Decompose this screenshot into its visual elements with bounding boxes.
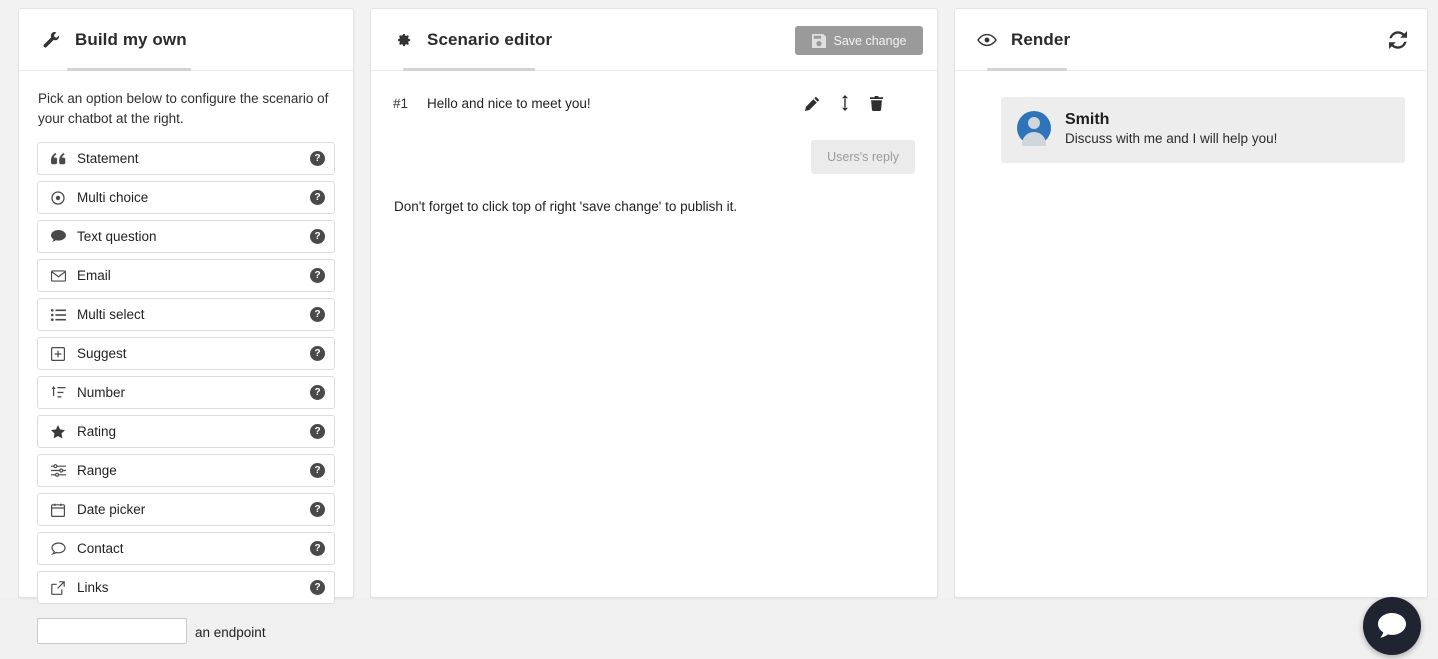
build-my-own-panel — [18, 8, 354, 640]
render-header — [955, 9, 1427, 71]
wrench-icon — [41, 30, 61, 50]
render-panel — [954, 8, 1428, 598]
option-statement[interactable] — [37, 142, 335, 175]
sliders-icon — [49, 463, 67, 479]
option-label: Number — [77, 385, 126, 401]
chat-icon[interactable] — [1363, 597, 1421, 655]
help-icon[interactable]: ? — [310, 385, 325, 400]
option-label: Date picker — [77, 502, 146, 518]
option-label: Email — [77, 268, 111, 284]
build-my-own-header — [19, 9, 353, 71]
scenario-editor-title: Scenario editor — [427, 29, 553, 49]
option-text-question[interactable] — [37, 220, 335, 253]
avatar — [1017, 111, 1051, 145]
chat-bubble-icon — [49, 229, 67, 245]
option-email[interactable] — [37, 259, 335, 292]
option-date-picker[interactable] — [37, 493, 335, 526]
gear-icon — [393, 30, 413, 50]
option-label: Multi select — [77, 307, 145, 323]
pencil-icon[interactable] — [805, 96, 820, 111]
floppy-disk-icon — [812, 34, 826, 48]
help-icon[interactable]: ? — [310, 229, 325, 244]
chat-message-bubble — [1001, 97, 1405, 163]
users-reply-button[interactable]: Users's reply — [811, 140, 915, 174]
option-label: Rating — [77, 424, 117, 440]
help-icon[interactable]: ? — [310, 580, 325, 595]
build-my-own-title: Build my own — [75, 29, 187, 49]
external-link-icon — [49, 580, 67, 596]
radio-circle-icon — [49, 190, 67, 206]
help-icon[interactable]: ? — [310, 190, 325, 205]
option-range[interactable] — [37, 454, 335, 487]
active-tab-underline — [67, 68, 191, 71]
message-text: Discuss with me and I will help you! — [1065, 131, 1278, 146]
message-sender-name: Smith — [1065, 111, 1110, 128]
save-change-label: Save change — [833, 33, 907, 48]
help-icon[interactable]: ? — [310, 307, 325, 322]
option-number[interactable] — [37, 376, 335, 409]
option-links[interactable] — [37, 571, 335, 604]
option-multi-select[interactable] — [37, 298, 335, 331]
help-icon[interactable]: ? — [310, 502, 325, 517]
save-change-button[interactable] — [795, 26, 923, 55]
option-label: Multi choice — [77, 190, 149, 206]
move-vertical-icon[interactable] — [840, 95, 850, 111]
endpoint-row — [37, 618, 335, 648]
option-rating[interactable] — [37, 415, 335, 448]
grid-plus-icon — [49, 346, 67, 362]
configure-hint: Pick an option below to configure the scenario of your chatbot at the right. — [38, 91, 329, 126]
help-icon[interactable]: ? — [310, 541, 325, 556]
refresh-icon[interactable] — [1389, 31, 1407, 49]
option-label: Range — [77, 463, 117, 479]
help-icon[interactable]: ? — [310, 151, 325, 166]
option-label: Statement — [77, 151, 139, 167]
eye-icon — [977, 30, 997, 50]
help-icon[interactable]: ? — [310, 463, 325, 478]
scenario-step-row[interactable] — [393, 91, 915, 115]
comment-icon — [49, 541, 67, 557]
option-list — [37, 142, 335, 604]
option-contact[interactable] — [37, 532, 335, 565]
endpoint-input[interactable] — [37, 618, 187, 644]
publish-note: Don't forget to click top of right 'save change' to publish it. — [394, 199, 738, 214]
build-my-own-body — [19, 71, 353, 648]
option-label: Links — [77, 580, 109, 596]
help-icon[interactable]: ? — [310, 424, 325, 439]
render-title: Render — [1011, 29, 1071, 49]
star-icon — [49, 424, 67, 440]
scenario-editor-panel — [370, 8, 938, 598]
scenario-editor-body — [371, 71, 937, 214]
step-actions — [805, 95, 915, 111]
help-icon[interactable]: ? — [310, 346, 325, 361]
option-label: Contact — [77, 541, 124, 557]
step-text: Hello and nice to meet you! — [427, 95, 591, 111]
envelope-icon — [49, 268, 67, 284]
calendar-icon — [49, 502, 67, 518]
render-body — [955, 71, 1427, 659]
list-icon — [49, 307, 67, 323]
sort-numeric-icon — [49, 385, 67, 401]
step-number: #1 — [393, 95, 409, 111]
help-icon[interactable]: ? — [310, 268, 325, 283]
quote-icon — [49, 151, 67, 167]
scenario-editor-header — [371, 9, 937, 71]
option-label: Text question — [77, 229, 157, 245]
option-suggest[interactable] — [37, 337, 335, 370]
option-multi-choice[interactable] — [37, 181, 335, 214]
trash-icon[interactable] — [870, 96, 883, 111]
option-label: Suggest — [77, 346, 127, 362]
endpoint-label: an endpoint — [195, 624, 266, 640]
